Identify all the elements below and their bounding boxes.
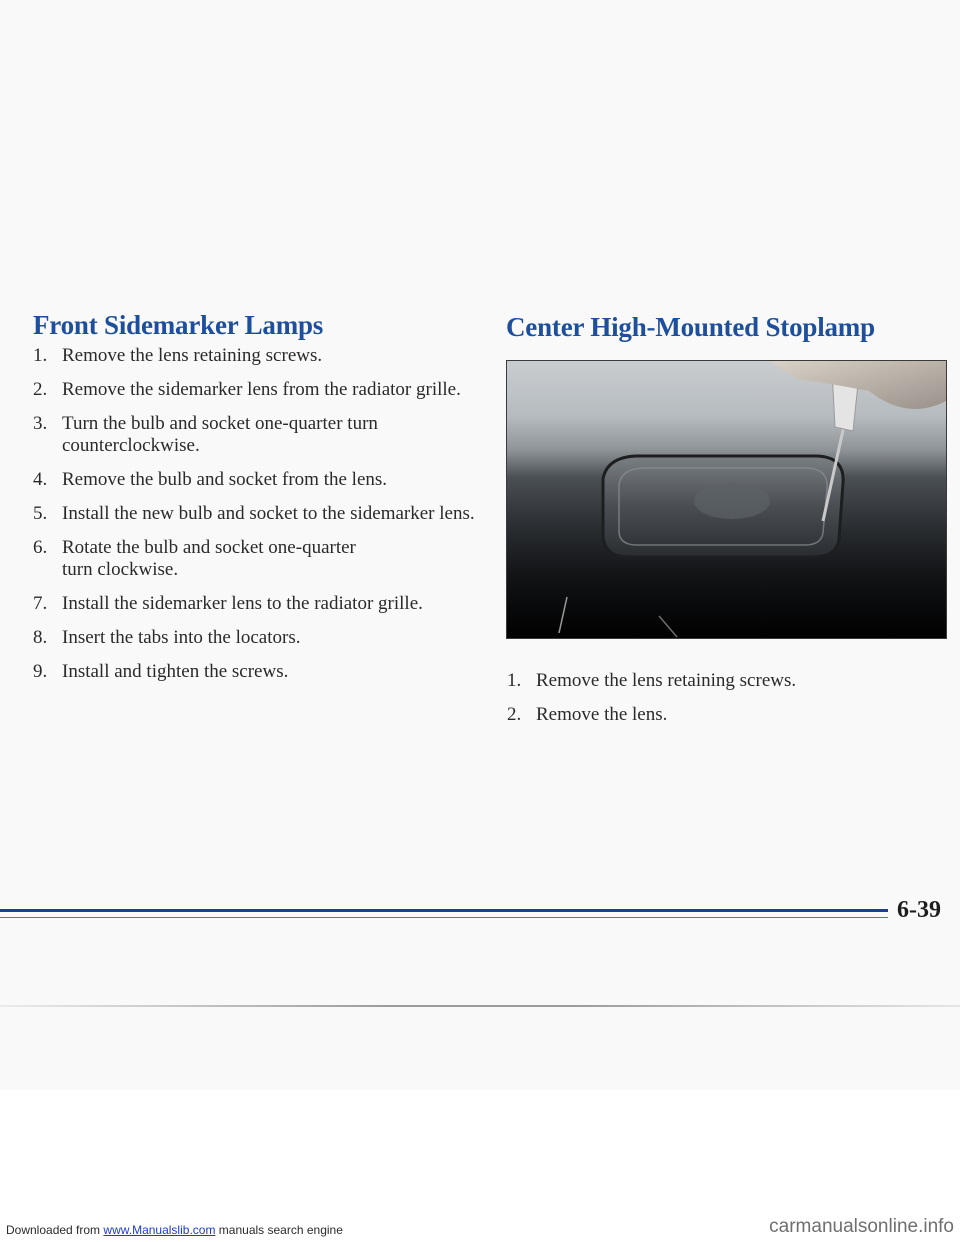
footer-rule-thin bbox=[0, 917, 888, 918]
step-number: 3. bbox=[33, 413, 48, 434]
step-number: 9. bbox=[33, 661, 48, 682]
step-text: Remove the lens. bbox=[536, 704, 668, 725]
step-number: 4. bbox=[33, 469, 48, 490]
step-text: Remove the sidemarker lens from the radiator grille. bbox=[62, 379, 461, 400]
step-text: Rotate the bulb and socket one-quarter turn clockwise. bbox=[62, 537, 356, 580]
list-item bbox=[33, 593, 483, 615]
step-number: 1. bbox=[33, 345, 48, 366]
step-number: 6. bbox=[33, 537, 48, 558]
footer-rule-thick bbox=[0, 909, 888, 912]
step-text: Install and tighten the screws. bbox=[62, 661, 289, 682]
stoplamp-photo bbox=[506, 360, 947, 639]
download-note bbox=[6, 1223, 343, 1237]
list-item bbox=[33, 469, 483, 491]
list-item bbox=[33, 661, 483, 683]
scan-divider bbox=[0, 1005, 960, 1007]
list-item bbox=[33, 537, 382, 581]
step-text: Remove the bulb and socket from the lens. bbox=[62, 469, 388, 490]
step-number: 2. bbox=[507, 704, 522, 725]
step-number: 2. bbox=[33, 379, 48, 400]
list-item bbox=[507, 704, 937, 726]
step-text: Install the new bulb and socket to the sidemarker lens. bbox=[62, 503, 475, 524]
download-suffix: manuals search engine bbox=[218, 1223, 343, 1237]
page-number: 6-39 bbox=[897, 897, 941, 923]
step-number: 1. bbox=[507, 670, 522, 691]
step-text: Insert the tabs into the locators. bbox=[62, 627, 301, 648]
list-item bbox=[33, 379, 483, 401]
front-sidemarker-title: Front Sidemarker Lamps bbox=[33, 310, 324, 340]
list-item bbox=[33, 503, 492, 525]
manualslib-link[interactable]: www.Manualslib.com bbox=[103, 1223, 216, 1237]
download-prefix: Downloaded from bbox=[6, 1223, 101, 1237]
list-item bbox=[33, 413, 392, 457]
stoplamp-steps bbox=[507, 670, 937, 738]
step-text: Install the sidemarker lens to the radiator grille. bbox=[62, 593, 423, 614]
list-item bbox=[507, 670, 937, 692]
step-text: Turn the bulb and socket one-quarter turn counterclockwise. bbox=[62, 413, 378, 456]
step-text: Remove the lens retaining screws. bbox=[536, 670, 797, 691]
watermark: carmanualsonline.info bbox=[769, 1216, 954, 1237]
step-text: Remove the lens retaining screws. bbox=[62, 345, 323, 366]
list-item bbox=[33, 345, 483, 367]
stoplamp-illustration bbox=[507, 361, 946, 638]
stoplamp-title: Center High-Mounted Stoplamp bbox=[506, 312, 875, 342]
step-number: 7. bbox=[33, 593, 48, 614]
front-sidemarker-steps bbox=[33, 345, 483, 695]
step-number: 8. bbox=[33, 627, 48, 648]
list-item bbox=[33, 627, 483, 649]
step-number: 5. bbox=[33, 503, 48, 524]
